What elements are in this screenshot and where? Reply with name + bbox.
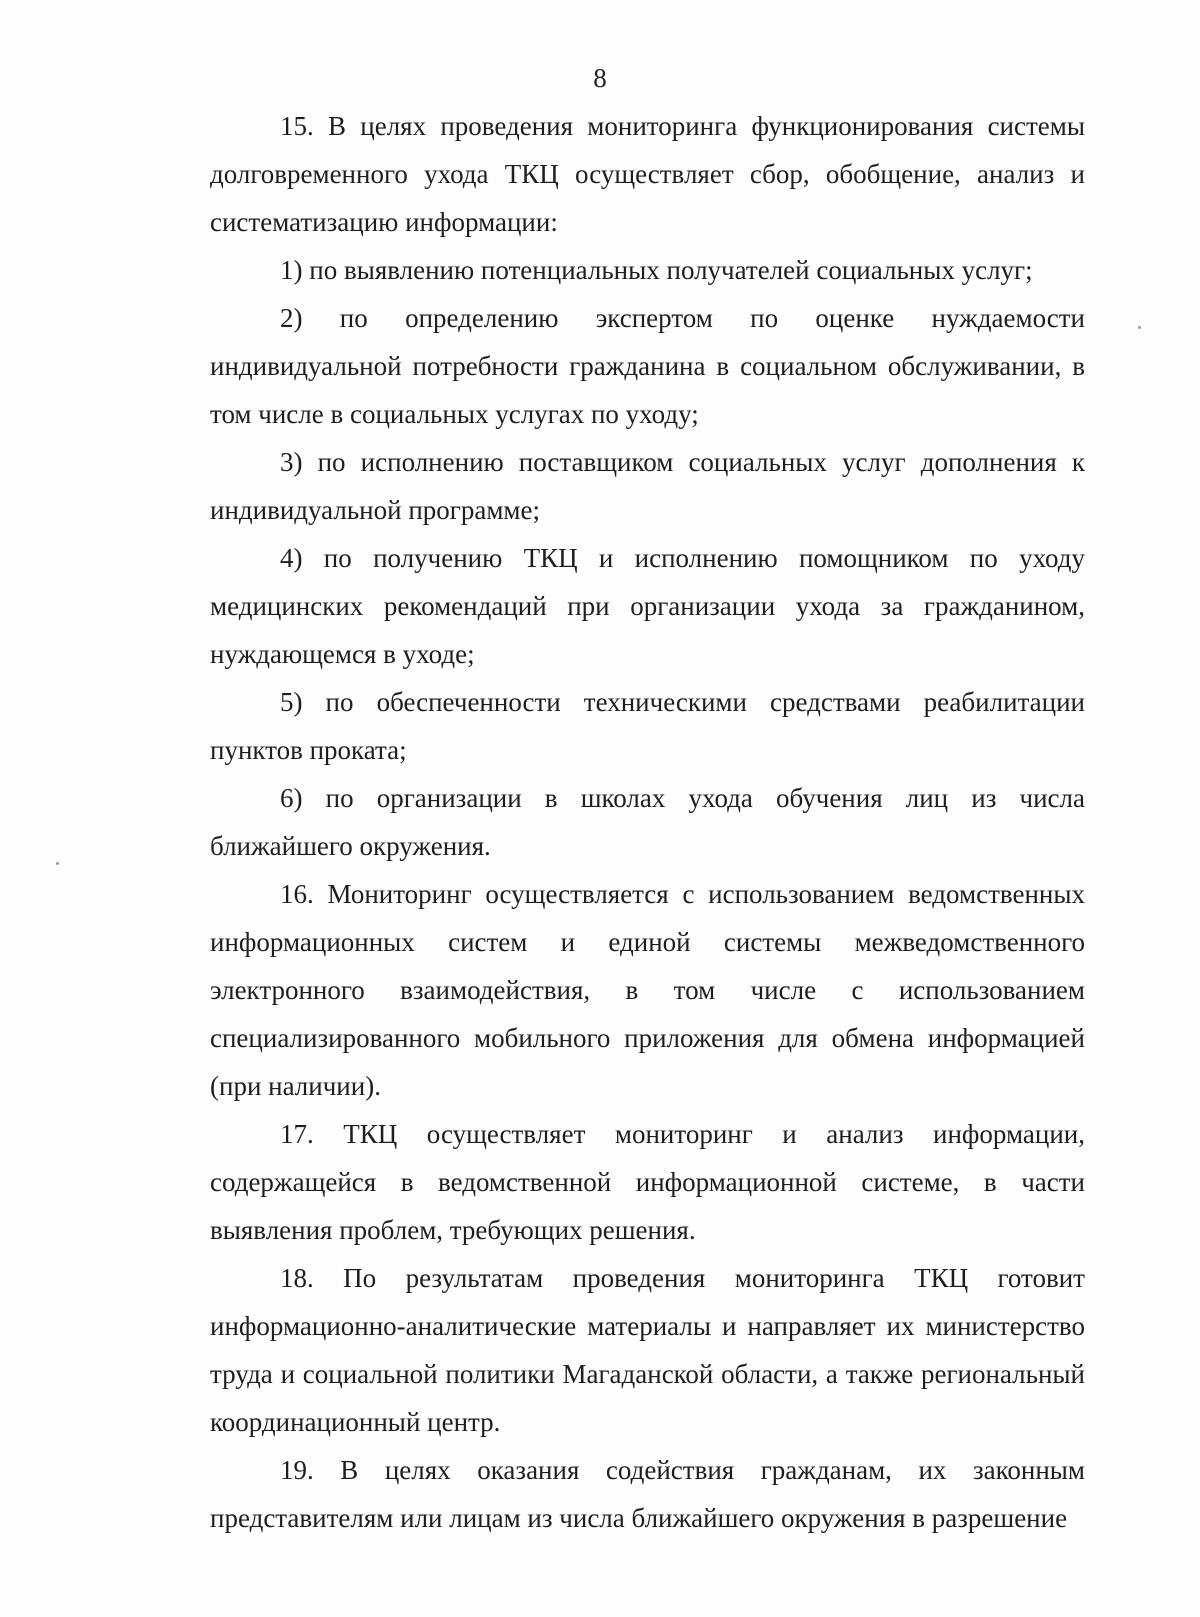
list-item-3: 3) по исполнению поставщиком социальных услуг дополнения к индивидуальной программе;: [210, 447, 1085, 525]
list-item-4: 4) по получению ТКЦ и исполнению помощником по уходу медицинских рекомендаций при организации ухода за гражданином, нуждающемся в уходе;: [210, 543, 1085, 669]
document-body: [210, 102, 1085, 1542]
paragraph-15: 15. В целях проведения мониторинга функционирования системы долговременного ухода ТКЦ осуществляет сбор, обобщение, анализ и систематизацию информации:: [210, 111, 1085, 237]
page-number: 8: [593, 63, 607, 93]
paragraph-18: 18. По результатам проведения мониторинга ТКЦ готовит информационно-аналитические материалы и направляет их министерство труда и социальной политики Магаданской области, а также региональный координационный центр.: [210, 1263, 1085, 1437]
paragraph-17: 17. ТКЦ осуществляет мониторинг и анализ информации, содержащейся в ведомственной информационной системе, в части выявления проблем, требующих решения.: [210, 1119, 1085, 1245]
list-item-2: 2) по определению экспертом по оценке нуждаемости индивидуальной потребности гражданина в социальном обслуживании, в том числе в социальных услугах по уходу;: [210, 303, 1085, 429]
scan-speck: [56, 862, 59, 865]
list-item-6: 6) по организации в школах ухода обучения лиц из числа ближайшего окружения.: [210, 783, 1085, 861]
scan-speck: [1138, 326, 1141, 329]
paragraph-16: 16. Мониторинг осуществляется с использованием ведомственных информационных систем и единой системы межведомственного электронного взаимодействия, в том числе с использованием специализированного мобильного приложения для обмена информацией (при наличии).: [210, 879, 1085, 1101]
list-item-5: 5) по обеспеченности техническими средствами реабилитации пунктов проката;: [210, 687, 1085, 765]
paragraph-19: 19. В целях оказания содействия гражданам, их законным представителям или лицам из числа ближайшего окружения в разрешение: [210, 1455, 1085, 1533]
list-item-1: 1) по выявлению потенциальных получателей социальных услуг;: [280, 255, 1033, 285]
